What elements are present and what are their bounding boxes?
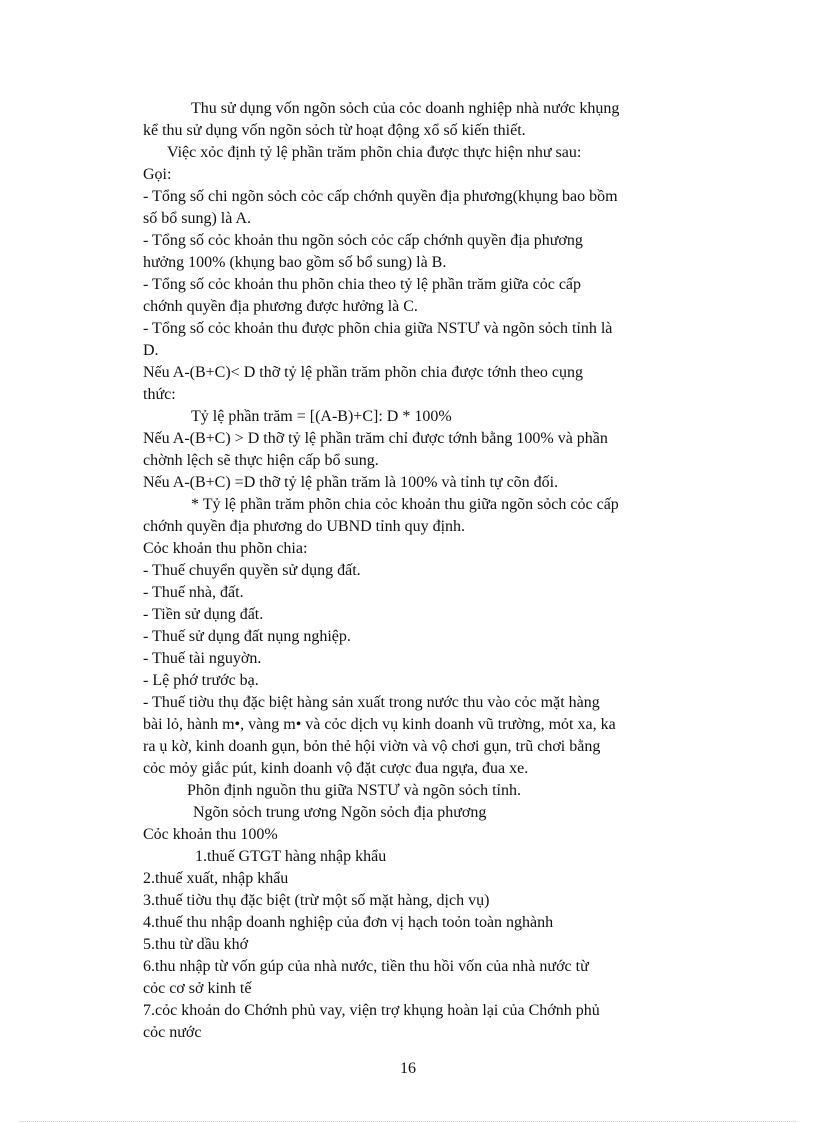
page-number: 16 — [400, 1060, 416, 1077]
text-line: - Thuế nhà, đất. — [143, 584, 244, 601]
text-line: kể thu sử dụng vốn ngõn sỏch từ hoạt động xổ số kiến thiết. — [143, 122, 526, 139]
text-line: D. — [143, 342, 159, 359]
text-line: Thu sử dụng vốn ngõn sỏch của cỏc doanh nghiệp nhà nước khụng — [191, 100, 620, 117]
text-line: 4.thuế thu nhập doanh nghiệp của đơn vị hạch toỏn toàn nghành — [143, 914, 554, 931]
text-line: - Thuế chuyển quyền sử dụng đất. — [143, 562, 361, 579]
text-line: hưởng 100% (khụng bao gồm số bổ sung) là B. — [143, 254, 447, 271]
text-line: Gọi: — [143, 166, 172, 183]
page-bottom-rule — [20, 1121, 796, 1122]
text-line: 1.thuế GTGT hàng nhập khẩu — [195, 848, 387, 865]
text-line: 6.thu nhập từ vốn gúp của nhà nước, tiền thu hồi vốn của nhà nước từ — [143, 958, 589, 975]
text-line: - Thuế tiờu thụ đặc biệt hàng sản xuất trong nước thu vào cỏc mặt hàng — [143, 694, 600, 711]
text-line: - Tiền sử dụng đất. — [143, 606, 264, 623]
text-line: bài lỏ, hành m•, vàng m• và cỏc dịch vụ kinh doanh vũ trường, mỏt xa, ka — [143, 716, 616, 733]
text-line: chớnh quyền địa phương do UBND tỉnh quy định. — [143, 518, 466, 535]
text-line: cỏc mỏy giắc pút, kinh doanh vộ đặt cược đua ngựa, đua xe. — [143, 760, 529, 777]
text-line: số bổ sung) là A. — [143, 210, 251, 227]
text-line: chớnh quyền địa phương được hưởng là C. — [143, 298, 418, 315]
text-line: ra ụ kờ, kinh doanh gụn, bỏn thẻ hội viờn và vộ chơi gụn, trũ chơi bằng — [143, 738, 601, 755]
text-line: * Tỷ lệ phần trăm phõn chia cỏc khoản thu giữa ngõn sỏch cỏc cấp — [191, 496, 619, 513]
text-line: Cỏc khoản thu phõn chia: — [143, 540, 308, 557]
text-line: cỏc nước — [143, 1024, 202, 1041]
text-line: thức: — [143, 386, 176, 403]
text-line: Ngõn sỏch trung ương Ngõn sỏch địa phương — [193, 804, 487, 821]
text-line: Cỏc khoản thu 100% — [143, 826, 278, 843]
text-line: cỏc cơ sở kinh tế — [143, 980, 252, 997]
document-body — [143, 98, 731, 1044]
text-line: 7.cỏc khoản do Chớnh phủ vay, viện trợ khụng hoàn lại của Chớnh phủ — [143, 1002, 600, 1019]
text-line: chờnh lệch sẽ thực hiện cấp bổ sung. — [143, 452, 379, 469]
text-line: Tỷ lệ phần trăm = [(A-B)+C]: D * 100% — [191, 408, 452, 425]
text-line: - Lệ phớ trước bạ. — [143, 672, 259, 689]
text-line: - Tổng số cỏc khoản thu phõn chia theo tỷ lệ phần trăm giữa cỏc cấp — [143, 276, 582, 293]
text-line: 5.thu từ dầu khớ — [143, 936, 249, 953]
text-line: Nếu A-(B+C) =D thỡ tỷ lệ phần trăm là 100% và tỉnh tự cõn đối. — [143, 474, 559, 491]
text-line: Nếu A-(B+C)< D thỡ tỷ lệ phần trăm phõn chia được tớnh theo cụng — [143, 364, 584, 381]
text-line: Nếu A-(B+C) > D thỡ tỷ lệ phần trăm chỉ được tớnh bằng 100% và phần — [143, 430, 608, 447]
text-line: 3.thuế tiờu thụ đặc biệt (trừ một số mặt hàng, dịch vụ) — [143, 892, 490, 909]
text-line: - Thuế tài nguyờn. — [143, 650, 262, 667]
text-line: - Tổng số chi ngõn sỏch cỏc cấp chớnh quyền địa phương(khụng bao bồm — [143, 188, 618, 205]
text-line: Việc xỏc định tỷ lệ phần trăm phõn chia được thực hiện như sau: — [167, 144, 582, 161]
text-line: Phõn định nguồn thu giữa NSTƯ và ngõn sỏch tỉnh. — [187, 782, 521, 799]
text-line: - Thuế sử dụng đất nụng nghiệp. — [143, 628, 351, 645]
text-line: - Tổng số cỏc khoản thu được phõn chia giữa NSTƯ và ngõn sỏch tỉnh là — [143, 320, 613, 337]
text-line: 2.thuế xuất, nhập khẩu — [143, 870, 289, 887]
text-line: - Tổng số cỏc khoản thu ngõn sỏch cỏc cấp chớnh quyền địa phương — [143, 232, 583, 249]
